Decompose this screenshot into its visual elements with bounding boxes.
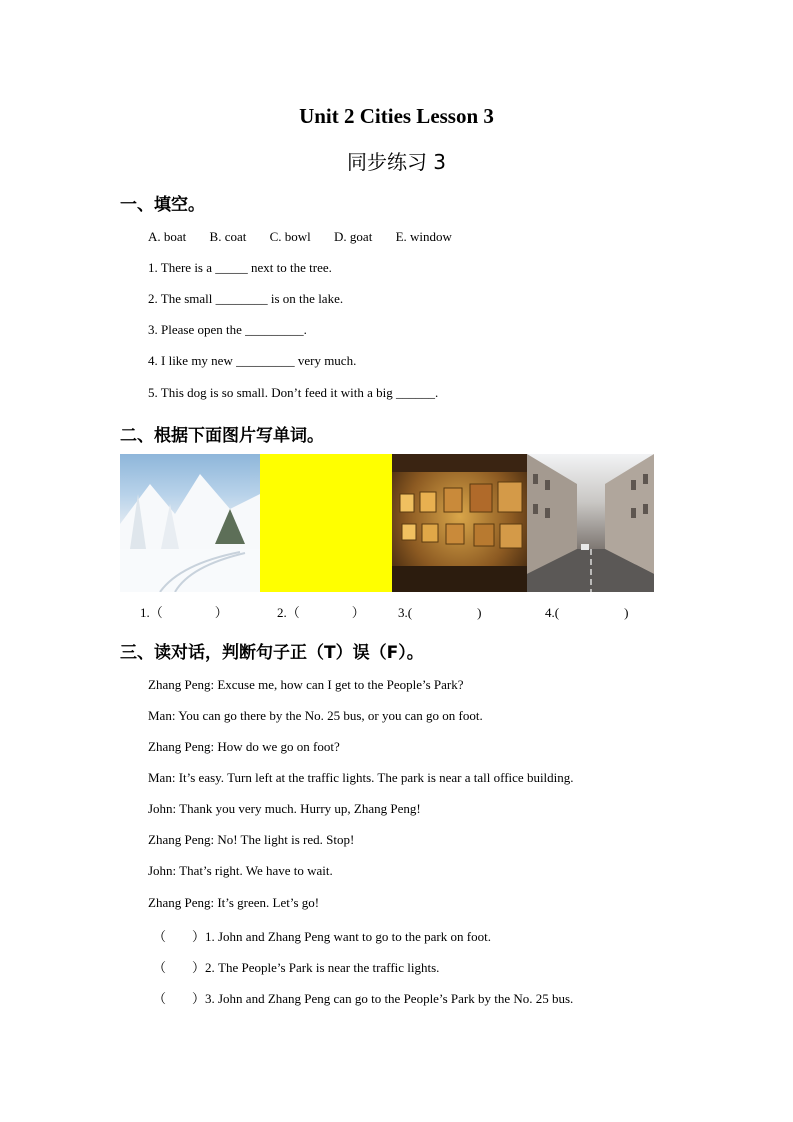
dialogue-line-2: Man: You can go there by the No. 25 bus, or you can go on foot.: [148, 708, 483, 723]
museum-picture: [392, 454, 527, 592]
option-a: A. boat: [148, 229, 187, 244]
answer-blank-2[interactable]: 2.（ ）: [277, 605, 365, 620]
street-picture: [527, 454, 654, 592]
dialogue-line-4: Man: It’s easy. Turn left at the traffic lights. The park is near a tall office building.: [148, 770, 574, 785]
tf-statement-1: （ ）1. John and Zhang Peng want to go to the park on foot.: [153, 929, 491, 944]
tf-statement-2: （ ）2. The People’s Park is near the traffic lights.: [153, 960, 440, 975]
dialogue-line-6: Zhang Peng: No! The light is red. Stop!: [148, 832, 355, 847]
snow-picture: [120, 454, 260, 592]
fill-item-2: 2. The small ________ is on the lake.: [148, 291, 344, 306]
answer-blank-4[interactable]: 4.( ): [545, 605, 629, 620]
option-b: B. coat: [209, 229, 247, 244]
section-heading-fill-blank: 一、填空。: [120, 195, 205, 215]
tf-statement-3: （ ）3. John and Zhang Peng can go to the People’s Park by the No. 25 bus.: [153, 991, 574, 1006]
dialogue-line-7: John: That’s right. We have to wait.: [148, 863, 333, 878]
section-heading-pictures: 二、根据下面图片写单词。: [120, 426, 324, 446]
picture-strip: [120, 454, 654, 592]
fill-item-3: 3. Please open the _________.: [148, 322, 307, 337]
page-title: Unit 2 Cities Lesson 3: [299, 104, 494, 128]
fill-item-5: 5. This dog is so small. Don’t feed it with a big ______.: [148, 385, 439, 400]
dialogue-line-3: Zhang Peng: How do we go on foot?: [148, 739, 340, 754]
page-subtitle: 同步练习 3: [346, 150, 447, 174]
fill-item-4: 4. I like my new _________ very much.: [148, 353, 357, 368]
yellow-picture: [260, 454, 392, 592]
word-options: [148, 229, 452, 245]
dialogue-line-5: John: Thank you very much. Hurry up, Zhang Peng!: [148, 801, 421, 816]
option-e: E. window: [395, 229, 452, 244]
option-c: C. bowl: [269, 229, 311, 244]
answer-blank-1[interactable]: 1.（ ）: [140, 605, 228, 620]
dialogue-line-8: Zhang Peng: It’s green. Let’s go!: [148, 895, 320, 910]
dialogue-line-1: Zhang Peng: Excuse me, how can I get to the People’s Park?: [148, 677, 464, 692]
fill-item-1: 1. There is a _____ next to the tree.: [148, 260, 332, 275]
option-d: D. goat: [334, 229, 373, 244]
section-heading-dialogue: 三、读对话，判断句子正（T）误（F）。: [120, 643, 424, 663]
answer-blank-3[interactable]: 3.( ): [398, 605, 482, 620]
